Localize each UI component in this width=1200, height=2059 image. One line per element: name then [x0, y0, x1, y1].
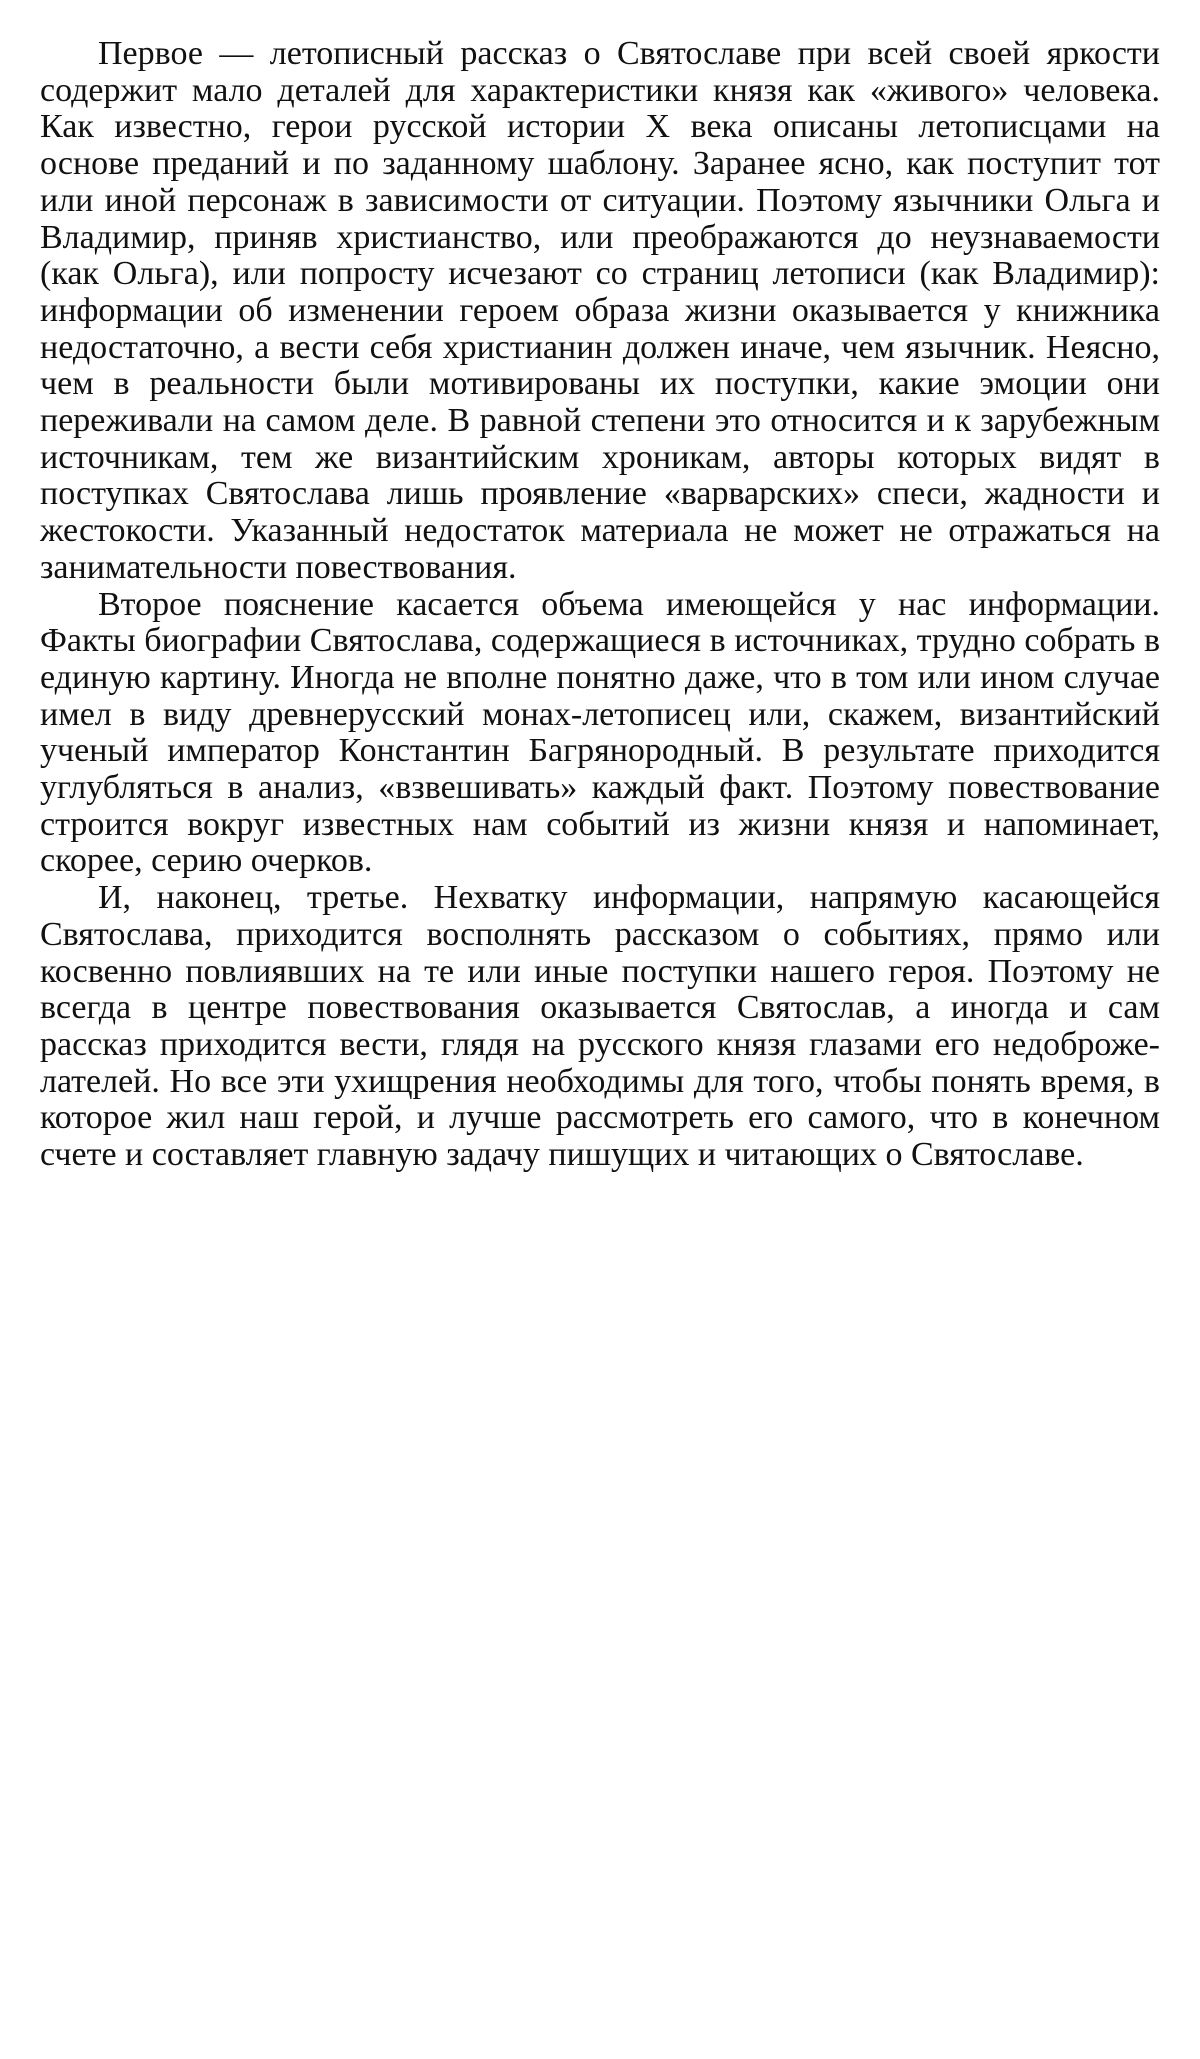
paragraph-first-point: Первое — летописный рассказ о Святославе при всей своей яркости содержит мало деталей для характеристики князя как «живого» человека. Как известно, герои русской истории X века описаны летописцами на основе преданий и по заданному шаблону. Заранее ясно, как поступит тот или иной персонаж в зависимости от ситуации. Поэтому язычники Ольга и Владимир, приняв христианство, или преображаются до неузнаваемости (как Ольга), или попросту исчезают со страниц летописи (как Владимир): информации об изменении героем образа жизни оказывается у книжника недостаточно, а вести себя христианин должен иначе, чем язычник. Неясно, чем в реальности были мотивированы их поступки, какие эмоции они переживали на самом деле. В равной степени это относится и к зарубежным источникам, тем же византийским хроникам, авторы которых видят в поступках Святослава лишь проявление «варварских» спеси, жадности и жестокости. Указанный недостаток материала не может не отражаться на занимательности повествования.: [40, 35, 1160, 586]
paragraph-second-point: Второе пояснение касается объема имеющейся у нас информации. Факты биографии Святослава, содержащиеся в источниках, трудно собрать в единую картину. Иногда не вполне понятно даже, что в том или ином случае имел в виду древнерусский монах-летописец или, скажем, византийский ученый император Константин Багрянородный. В результате приходится углубляться в анализ, «взвешивать» каждый факт. Поэтому повествование строится вокруг известных нам событий из жизни князя и напоминает, скорее, серию очерков.: [40, 585, 1160, 880]
book-page: [40, 36, 1160, 1174]
paragraph-third-point: И, наконец, третье. Нехватку информации, напрямую касающейся Святослава, приходится восполнять рассказом о событиях, прямо или косвенно повлиявших на те или иные поступки нашего героя. Поэтому не всегда в центре повествования оказывается Святослав, а иногда и сам рассказ приходится вести, глядя на русского князя глазами его недоброжелателей. Но все эти ухищрения необходимы для того, чтобы понять время, в которое жил наш герой, и лучше рассмотреть его самого, что в конечном счете и составляет главную задачу пишущих и читающих о Святославе.: [40, 879, 1160, 1174]
